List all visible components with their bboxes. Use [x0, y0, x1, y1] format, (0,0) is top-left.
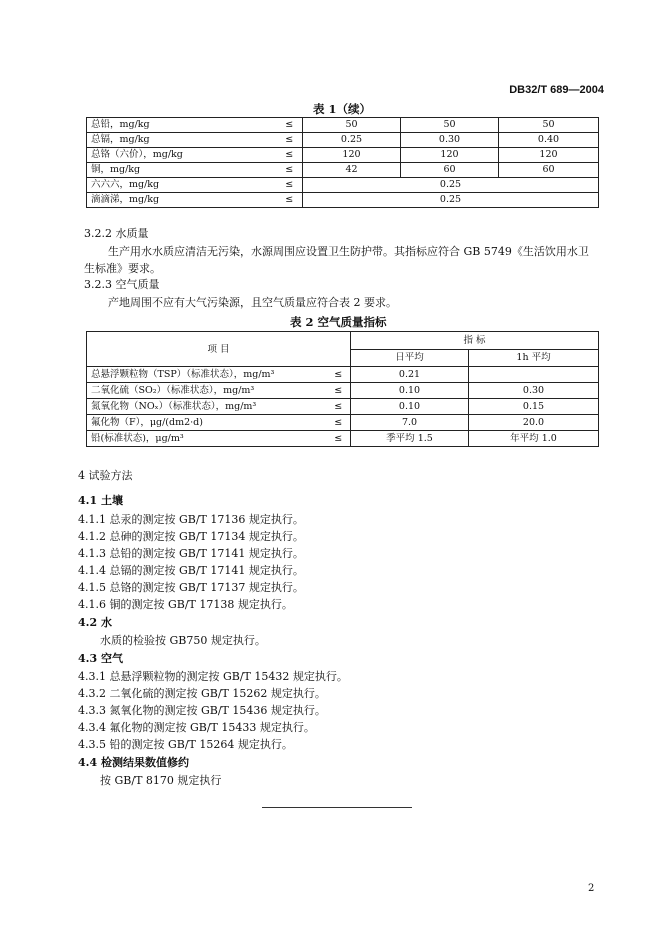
- list-item: 4.1.1 总汞的测定按 GB/T 17136 规定执行。: [78, 513, 304, 526]
- cell-value: 120: [303, 148, 401, 163]
- header-item: 项 目: [87, 332, 351, 367]
- le-symbol: ≤: [327, 383, 351, 399]
- cell-hourly: 0.15: [469, 399, 599, 415]
- cell-value: 60: [401, 163, 499, 178]
- cell-value: 0.30: [401, 133, 499, 148]
- table-row: [87, 383, 599, 399]
- cell-daily: 0.21: [351, 367, 469, 383]
- cell-value-merged: 0.25: [303, 178, 599, 193]
- table-row: [87, 163, 599, 178]
- le-symbol: ≤: [277, 178, 303, 193]
- row-label: 滴滴涕，mg/kg: [87, 193, 277, 208]
- row-label: 总悬浮颗粒物（TSP）（标准状态），mg/m³: [87, 367, 327, 383]
- table-row: [87, 118, 599, 133]
- document-code: DB32/T 689—2004: [509, 84, 604, 96]
- cell-value-merged: 0.25: [303, 193, 599, 208]
- header-daily: 日平均: [351, 349, 469, 367]
- table-row: [87, 367, 599, 383]
- row-label: 氟化物（F），μg/(dm2·d): [87, 415, 327, 431]
- section-3-2-3-heading: 3.2.3 空气质量: [84, 278, 160, 291]
- paragraph-line: 按 GB/T 8170 规定执行: [100, 774, 222, 787]
- section-4-1-heading: 4.1 土壤: [78, 494, 123, 507]
- section-4-heading: 4 试验方法: [78, 469, 133, 482]
- le-symbol: ≤: [327, 431, 351, 447]
- table-row: [87, 399, 599, 415]
- table-row: [87, 193, 599, 208]
- header-hourly: 1h 平均: [469, 349, 599, 367]
- paragraph-line: 生标准》要求。: [84, 262, 161, 275]
- table-row: [87, 133, 599, 148]
- row-label: 氮氧化物（NOₓ）（标准状态），mg/m³: [87, 399, 327, 415]
- cell-daily: 7.0: [351, 415, 469, 431]
- le-symbol: ≤: [277, 148, 303, 163]
- cell-value: 0.25: [303, 133, 401, 148]
- page-number: 2: [588, 883, 595, 894]
- list-item: 4.3.4 氟化物的测定按 GB/T 15433 规定执行。: [78, 721, 315, 734]
- cell-value: 0.40: [499, 133, 599, 148]
- end-rule: [262, 807, 412, 808]
- row-label: 六六六，mg/kg: [87, 178, 277, 193]
- le-symbol: ≤: [277, 163, 303, 178]
- le-symbol: ≤: [327, 399, 351, 415]
- le-symbol: ≤: [277, 193, 303, 208]
- table2: [86, 331, 599, 447]
- section-4-4-heading: 4.4 检测结果数值修约: [78, 756, 189, 769]
- paragraph-line: 生产用水水质应清洁无污染，水源周围应设置卫生防护带。其指标应符合 GB 5749《生活饮用水卫: [108, 245, 589, 258]
- row-label: 铅(标准状态)，μg/m³: [87, 431, 327, 447]
- section-4-3-heading: 4.3 空气: [78, 652, 123, 665]
- list-item: 4.1.6 铜的测定按 GB/T 17138 规定执行。: [78, 598, 293, 611]
- list-item: 4.1.4 总镉的测定按 GB/T 17141 规定执行。: [78, 564, 304, 577]
- cell-daily: 0.10: [351, 383, 469, 399]
- paragraph-line: 产地周围不应有大气污染源，且空气质量应符合表 2 要求。: [108, 296, 397, 309]
- row-label: 总铬（六价），mg/kg: [87, 148, 277, 163]
- row-label: 总铅，mg/kg: [87, 118, 277, 133]
- table1-caption: 表 1（续）: [313, 102, 372, 116]
- le-symbol: ≤: [277, 133, 303, 148]
- section-3-2-2-heading: 3.2.2 水质量: [84, 227, 149, 240]
- paragraph-line: 水质的检验按 GB750 规定执行。: [100, 634, 266, 647]
- cell-value: 120: [401, 148, 499, 163]
- cell-hourly: [469, 367, 599, 383]
- cell-value: 60: [499, 163, 599, 178]
- section-4-2-heading: 4.2 水: [78, 616, 112, 629]
- header-index: 指 标: [351, 332, 599, 350]
- le-symbol: ≤: [327, 415, 351, 431]
- table2-caption: 表 2 空气质量指标: [290, 315, 387, 329]
- list-item: 4.3.2 二氧化硫的测定按 GB/T 15262 规定执行。: [78, 687, 326, 700]
- cell-hourly: 20.0: [469, 415, 599, 431]
- list-item: 4.3.5 铅的测定按 GB/T 15264 规定执行。: [78, 738, 293, 751]
- cell-value: 50: [303, 118, 401, 133]
- table-row: [87, 178, 599, 193]
- table-header-row: [87, 332, 599, 350]
- list-item: 4.1.2 总砷的测定按 GB/T 17134 规定执行。: [78, 530, 304, 543]
- le-symbol: ≤: [327, 367, 351, 383]
- table-row: [87, 431, 599, 447]
- cell-daily: 0.10: [351, 399, 469, 415]
- table-row: [87, 415, 599, 431]
- cell-value: 42: [303, 163, 401, 178]
- cell-value: 50: [401, 118, 499, 133]
- cell-hourly: 0.30: [469, 383, 599, 399]
- cell-value: 120: [499, 148, 599, 163]
- cell-hourly: 年平均 1.0: [469, 431, 599, 447]
- cell-value: 50: [499, 118, 599, 133]
- row-label: 二氧化硫（SO₂）（标准状态），mg/m³: [87, 383, 327, 399]
- le-symbol: ≤: [277, 118, 303, 133]
- cell-daily: 季平均 1.5: [351, 431, 469, 447]
- list-item: 4.1.3 总铅的测定按 GB/T 17141 规定执行。: [78, 547, 304, 560]
- list-item: 4.3.1 总悬浮颗粒物的测定按 GB/T 15432 规定执行。: [78, 670, 348, 683]
- list-item: 4.1.5 总铬的测定按 GB/T 17137 规定执行。: [78, 581, 304, 594]
- row-label: 铜，mg/kg: [87, 163, 277, 178]
- row-label: 总镉，mg/kg: [87, 133, 277, 148]
- table1: [86, 117, 599, 208]
- list-item: 4.3.3 氮氧化物的测定按 GB/T 15436 规定执行。: [78, 704, 326, 717]
- table-row: [87, 148, 599, 163]
